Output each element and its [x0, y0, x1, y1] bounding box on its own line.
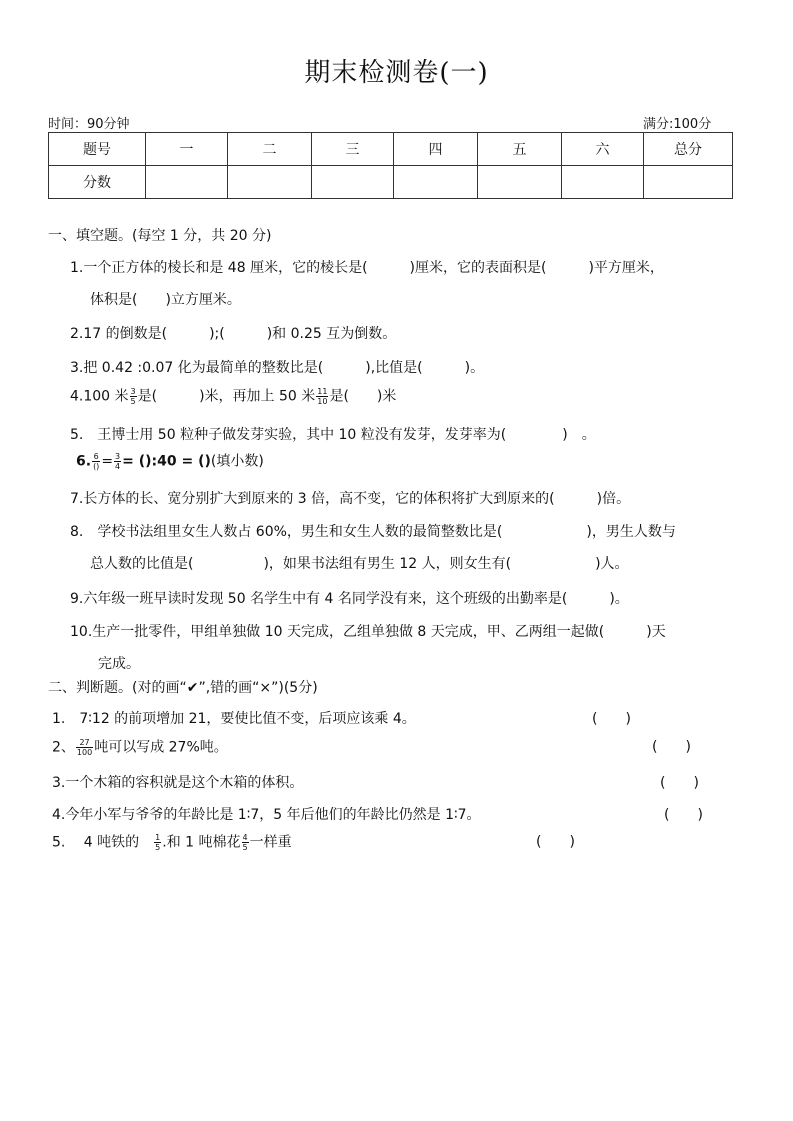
fraction [76, 738, 93, 757]
question-6-note: (填小数) [210, 453, 264, 470]
fraction-denominator: () [93, 462, 100, 471]
score-cell[interactable] [228, 166, 312, 199]
score-cell[interactable] [562, 166, 644, 199]
header-cell-4: 四 [394, 133, 478, 166]
header-cell-number: 题号 [49, 133, 146, 166]
question-4 [70, 387, 396, 406]
score-cell[interactable] [478, 166, 562, 199]
question-8-line-1: 8. 学校书法组里女生人数占 60%，男生和女生人数的最简整数比是( )，男生人数与 [70, 524, 676, 540]
question-1-line-2: 体积是( )立方厘米。 [90, 292, 241, 308]
fraction-denominator: 5 [242, 843, 248, 852]
judgment-4-answer[interactable]: ( ) [664, 807, 703, 823]
fraction-denominator: 5 [155, 843, 161, 852]
fraction-denominator: 100 [76, 748, 93, 757]
question-10-line-1: 10.生产一批零件，甲组单独做 10 天完成，乙组单独做 8 天完成，甲、乙两组一起做( )天 [70, 624, 666, 640]
fraction-denominator: 4 [115, 462, 121, 471]
fraction-numerator: 4 [242, 833, 248, 842]
question-6 [76, 452, 264, 471]
question-5: 5. 王博士用 50 粒种子做发芽实验，其中 10 粒没有发芽，发芽率为( ) 。 [70, 427, 596, 443]
judgment-5-part-c: 一样重 [249, 834, 292, 851]
fraction [130, 387, 137, 406]
question-2: 2.17 的倒数是( );( )和 0.25 互为倒数。 [70, 326, 397, 342]
fraction-numerator: 3 [130, 387, 136, 396]
judgment-5-part-b: .和 1 吨棉花 [162, 834, 241, 851]
fraction [114, 452, 121, 471]
judgment-2-answer[interactable]: ( ) [652, 739, 691, 755]
judgment-1: 1. 7∶12 的前项增加 21，要使比值不变，后项应该乘 4。 [52, 711, 416, 727]
score-table [48, 132, 733, 199]
header-cell-3: 三 [312, 133, 394, 166]
fraction [154, 833, 161, 852]
score-label: 满分:100分 [643, 117, 712, 132]
fraction [316, 387, 328, 406]
header-cell-5: 五 [478, 133, 562, 166]
fraction-numerator: 3 [115, 452, 121, 461]
question-4-part-a: 4.100 米 [70, 388, 129, 405]
question-6-equation: = ():40 = () [122, 453, 211, 470]
question-4-part-b: 是( )米，再加上 50 米 [137, 388, 316, 405]
question-9: 9.六年级一班早读时发现 50 名学生中有 4 名同学没有来，这个班级的出勤率是( )。 [70, 591, 629, 607]
fraction-denominator: 5 [130, 397, 136, 406]
score-table-score-row [49, 166, 733, 199]
score-cell[interactable] [394, 166, 478, 199]
section2-heading: 二、判断题。(对的画“✔”,错的画“×”)(5分) [48, 680, 318, 696]
score-cell-total[interactable] [644, 166, 733, 199]
question-8-line-2: 总人数的比值是( )，如果书法组有男生 12 人，则女生有( )人。 [90, 556, 629, 572]
header-cell-1: 一 [146, 133, 228, 166]
judgment-5-part-a: 5. 4 吨铁的 [52, 834, 140, 851]
judgment-5 [52, 833, 292, 852]
fraction-numerator: 11 [317, 387, 328, 396]
score-cell[interactable] [146, 166, 228, 199]
judgment-2 [52, 738, 228, 757]
fraction [92, 452, 100, 471]
judgment-4: 4.今年小军与爷爷的年龄比是 1∶7，5 年后他们的年龄比仍然是 1∶7。 [52, 807, 481, 823]
fraction-numerator: 1 [155, 833, 161, 842]
question-1-line-1: 1.一个正方体的棱长和是 48 厘米，它的棱长是( )厘米，它的表面积是( )平方厘米， [70, 260, 664, 276]
question-7: 7.长方体的长、宽分别扩大到原来的 3 倍，高不变，它的体积将扩大到原来的( )倍。 [70, 491, 631, 507]
question-6-number: 6. [76, 453, 92, 470]
score-cell[interactable] [312, 166, 394, 199]
header-cell-2: 二 [228, 133, 312, 166]
judgment-3-answer[interactable]: ( ) [660, 775, 699, 791]
judgment-2-text: 吨可以写成 27%吨。 [94, 739, 228, 756]
fraction [242, 833, 249, 852]
question-10-line-2: 完成。 [98, 656, 140, 672]
section1-heading: 一、填空题。(每空 1 分，共 20 分) [48, 228, 272, 244]
question-3: 3.把 0.42 :0.07 化为最简单的整数比是( ),比值是( )。 [70, 360, 485, 376]
header-cell-6: 六 [562, 133, 644, 166]
row-label-score: 分数 [49, 166, 146, 199]
fraction-numerator: 27 [76, 738, 93, 748]
fraction-numerator: 6 [93, 452, 99, 461]
judgment-2-number: 2、 [52, 739, 75, 756]
time-label: 时间：90分钟 [48, 117, 130, 132]
header-cell-total: 总分 [644, 133, 733, 166]
judgment-3: 3.一个木箱的容积就是这个木箱的体积。 [52, 775, 304, 791]
equals-sign: = [101, 453, 114, 470]
fraction-denominator: 10 [317, 397, 328, 406]
page-title: 期末检测卷(一) [304, 58, 489, 88]
question-4-part-c: 是( )米 [329, 388, 397, 405]
score-table-header-row [49, 133, 733, 166]
judgment-5-answer[interactable]: ( ) [536, 834, 575, 850]
judgment-1-answer[interactable]: ( ) [592, 711, 631, 727]
